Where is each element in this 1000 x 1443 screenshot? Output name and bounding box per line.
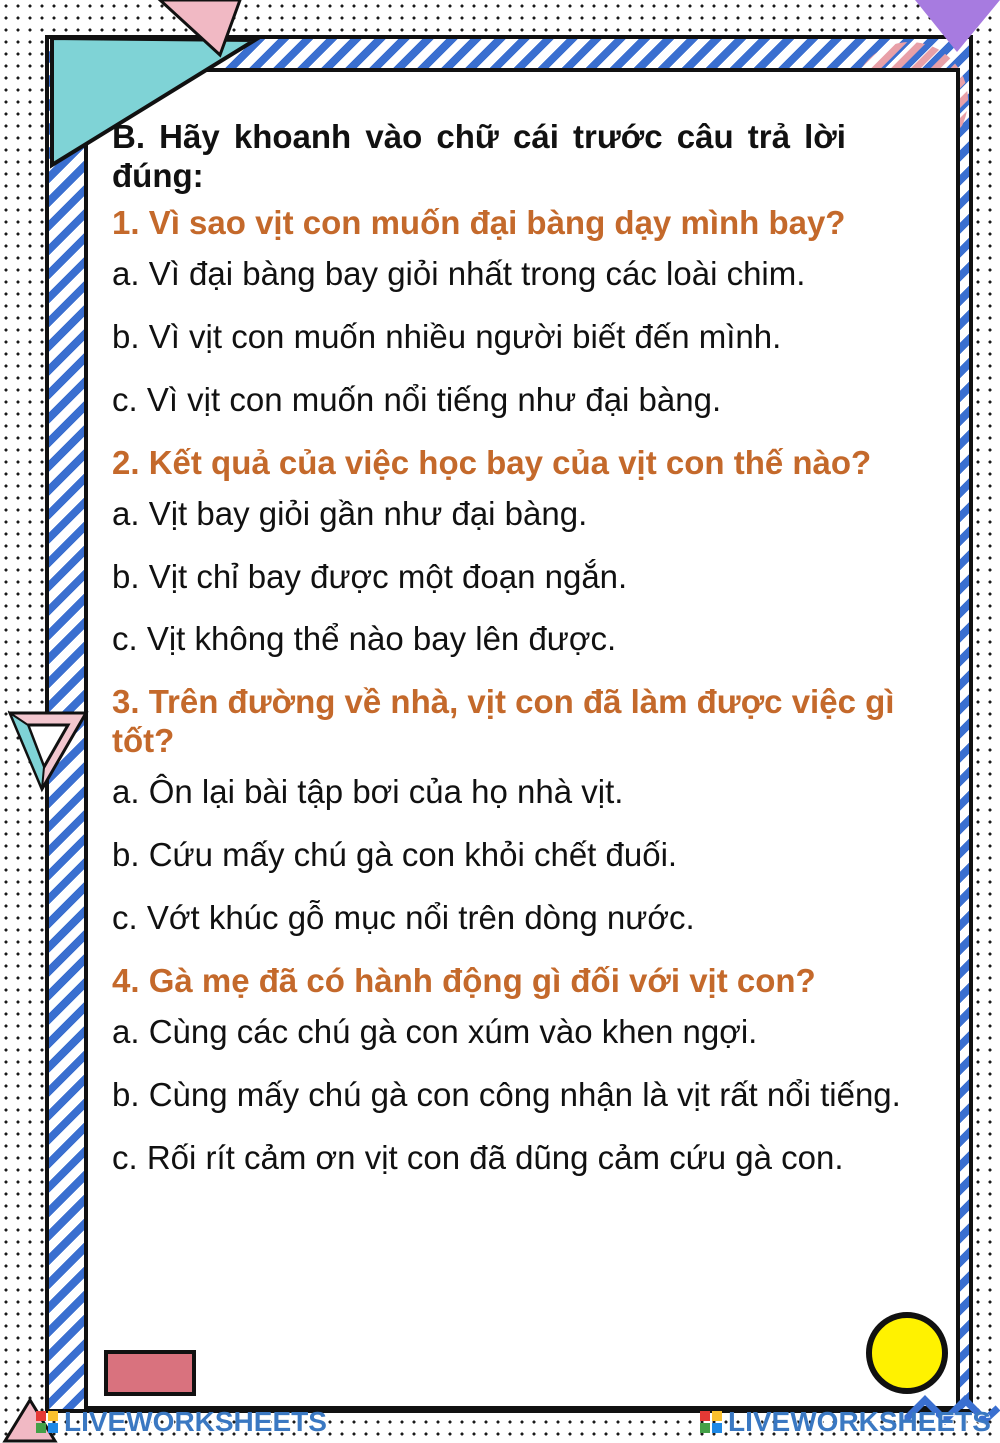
question-3: 3. Trên đường về nhà, vịt con đã làm được việc gì tốt? bbox=[112, 683, 895, 760]
watermark-left bbox=[36, 1406, 327, 1438]
option-4a[interactable]: a. Cùng các chú gà con xúm vào khen ngợi. bbox=[112, 1013, 758, 1050]
option-3c[interactable]: c. Vớt khúc gỗ mục nổi trên dòng nước. bbox=[112, 899, 695, 937]
question-1: 1. Vì sao vịt con muốn đại bàng dạy mình bay? bbox=[112, 203, 846, 241]
option-2a[interactable]: a. Vịt bay giỏi gần như đại bàng. bbox=[112, 494, 588, 532]
question-block-3 bbox=[112, 683, 932, 938]
option-3a[interactable]: a. Ôn lại bài tập bơi của họ nhà vịt. bbox=[112, 773, 624, 811]
question-2: 2. Kết quả của việc học bay của vịt con thế nào? bbox=[112, 443, 872, 481]
purple-triangle-icon bbox=[915, 0, 1000, 55]
impossible-triangle-icon bbox=[2, 705, 92, 795]
question-block-4 bbox=[112, 962, 932, 1178]
worksheet-content bbox=[112, 118, 932, 1202]
liveworksheets-logo-icon bbox=[700, 1411, 722, 1433]
question-block-2 bbox=[112, 444, 932, 660]
option-3b[interactable]: b. Cứu mấy chú gà con khỏi chết đuối. bbox=[112, 836, 678, 874]
liveworksheets-logo-icon bbox=[36, 1411, 58, 1433]
watermark-text: LIVEWORKSHEETS bbox=[728, 1406, 991, 1437]
option-2b[interactable]: b. Vịt chỉ bay được một đoạn ngắn. bbox=[112, 557, 628, 595]
option-1c[interactable]: c. Vì vịt con muốn nổi tiếng như đại bàng. bbox=[112, 380, 722, 418]
option-2c[interactable]: c. Vịt không thể nào bay lên được. bbox=[112, 620, 617, 658]
instruction-text: B. Hãy khoanh vào chữ cái trước câu trả lời đúng: bbox=[112, 118, 846, 194]
question-block-1 bbox=[112, 204, 932, 420]
pink-rectangle bbox=[104, 1350, 196, 1396]
option-4b[interactable]: b. Cùng mấy chú gà con công nhận là vịt rất nổi tiếng. bbox=[112, 1075, 901, 1113]
watermark-text: LIVEWORKSHEETS bbox=[64, 1406, 327, 1437]
watermark-right bbox=[700, 1406, 991, 1438]
option-4c[interactable]: c. Rối rít cảm ơn vịt con đã dũng cảm cứu gà con. bbox=[112, 1138, 844, 1176]
option-1b[interactable]: b. Vì vịt con muốn nhiều người biết đến mình. bbox=[112, 317, 782, 355]
question-4: 4. Gà mẹ đã có hành động gì đối với vịt con? bbox=[112, 962, 816, 1000]
option-1a[interactable]: a. Vì đại bàng bay giỏi nhất trong các loài chim. bbox=[112, 254, 806, 292]
pink-triangle-icon bbox=[150, 0, 250, 60]
